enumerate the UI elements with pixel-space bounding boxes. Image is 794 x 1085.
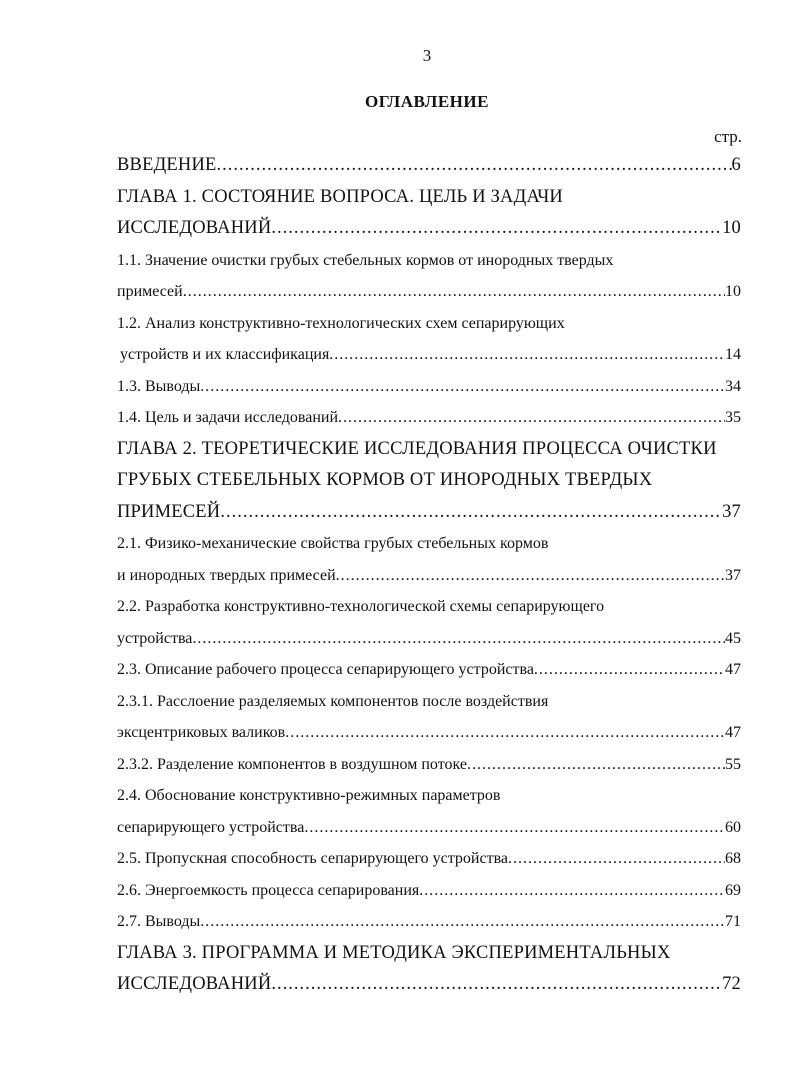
toc-entry-2-2 bbox=[117, 591, 741, 623]
toc-entry-2-5 bbox=[117, 843, 741, 875]
toc-entry-2-6 bbox=[117, 875, 741, 907]
toc-entry-page: 55 bbox=[725, 755, 741, 773]
toc-entry-2-3-1-cont bbox=[117, 717, 741, 749]
toc-entry-page: 69 bbox=[725, 881, 741, 899]
toc-entry-1-2 bbox=[117, 308, 741, 340]
toc-entry-text: 1.3. Выводы bbox=[117, 377, 201, 395]
toc-entry-1-2-cont bbox=[117, 339, 741, 371]
toc-entry-1-1-cont bbox=[117, 276, 741, 308]
dot-leader bbox=[192, 623, 725, 655]
toc-entry-text: 2.5. Пропускная способность сепарирующего устройства bbox=[117, 850, 509, 867]
dot-leader bbox=[338, 402, 725, 434]
toc-entry-chapter-1 bbox=[117, 182, 741, 214]
dot-leader bbox=[220, 497, 722, 529]
dot-leader bbox=[508, 843, 725, 875]
toc-entry-page: 47 bbox=[725, 724, 741, 741]
toc-entry-page: 72 bbox=[722, 974, 741, 994]
toc-entry-text: ГРУБЫХ СТЕБЕЛЬНЫХ КОРМОВ ОТ ИНОРОДНЫХ ТВЕРДЫХ bbox=[117, 470, 653, 490]
toc-entry-page: 14 bbox=[725, 346, 741, 363]
toc-entry-page: 37 bbox=[725, 566, 741, 584]
toc-entry-text: 2.3.1. Расслоение разделяемых компонентов после воздействия bbox=[117, 692, 549, 710]
page-column-label: стр. bbox=[714, 127, 742, 146]
toc-entry-text: 2.6. Энергоемкость процесса сепарирования bbox=[117, 881, 420, 899]
toc-entry-chapter-3-cont bbox=[117, 969, 741, 1001]
toc-entry-page: 68 bbox=[725, 850, 741, 867]
toc-entry-chapter-1-cont bbox=[117, 213, 741, 245]
toc-entry-1-3 bbox=[117, 371, 741, 403]
toc-entry-text: устройства bbox=[117, 629, 193, 647]
toc-entry-page: 34 bbox=[725, 377, 741, 395]
toc-entry-text: 1.4. Цель и задачи исследований bbox=[117, 409, 339, 426]
toc-entry-2-4-cont bbox=[117, 812, 741, 844]
toc-entry-text: 2.3.2. Разделение компонентов в воздушном потоке bbox=[117, 755, 467, 773]
toc-entry-page: 60 bbox=[725, 818, 741, 836]
toc-entry-text: 2.3. Описание рабочего процесса сепарирующего устройства bbox=[117, 661, 534, 678]
toc-entry-text: ИССЛЕДОВАНИЙ bbox=[117, 218, 272, 238]
toc-entry-2-3-1 bbox=[117, 686, 741, 718]
toc-entry-text: ПРИМЕСЕЙ bbox=[117, 501, 221, 522]
toc-entry-page: 47 bbox=[725, 661, 741, 678]
toc-entry-chapter-2-cont bbox=[117, 465, 741, 497]
toc-entry-text: 2.4. Обоснование конструктивно-режимных параметров bbox=[117, 787, 501, 804]
toc-entry-2-7 bbox=[117, 906, 741, 938]
dot-leader bbox=[329, 339, 725, 371]
toc-entry-chapter-3 bbox=[117, 938, 741, 970]
toc-entry-2-3 bbox=[117, 654, 741, 686]
page-number: 3 bbox=[422, 46, 432, 65]
toc-entry-2-2-cont bbox=[117, 623, 741, 655]
toc-entry-page: 35 bbox=[725, 409, 741, 426]
dot-leader bbox=[271, 213, 722, 245]
toc-entry-text: ИССЛЕДОВАНИЙ bbox=[117, 974, 272, 994]
dot-leader bbox=[304, 812, 725, 844]
toc-entry-text: и инородных твердых примесей bbox=[117, 566, 336, 584]
toc-entry-text: примесей bbox=[117, 283, 183, 300]
toc-entry-text: 2.1. Физико-механические свойства грубых стебельных кормов bbox=[117, 535, 549, 552]
page-title: ОГЛАВЛЕНИЕ bbox=[365, 92, 489, 111]
dot-leader bbox=[419, 875, 725, 907]
table-of-contents bbox=[117, 150, 741, 1001]
dot-leader bbox=[200, 906, 725, 938]
toc-entry-page: 10 bbox=[725, 283, 741, 300]
toc-entry-2-1 bbox=[117, 528, 741, 560]
toc-entry-text: 2.7. Выводы bbox=[117, 913, 201, 930]
dot-leader bbox=[183, 276, 725, 308]
toc-entry-page: 37 bbox=[722, 501, 741, 522]
toc-entry-chapter-2-cont2 bbox=[117, 497, 741, 529]
toc-entry-text: ГЛАВА 2. ТЕОРЕТИЧЕСКИЕ ИССЛЕДОВАНИЯ ПРОЦЕССА ОЧИСТКИ bbox=[117, 438, 717, 459]
toc-entry-2-3-2 bbox=[117, 749, 741, 781]
toc-entry-text: ГЛАВА 3. ПРОГРАММА И МЕТОДИКА ЭКСПЕРИМЕНТАЛЬНЫХ bbox=[117, 942, 671, 963]
toc-entry-text: сепарирующего устройства bbox=[117, 818, 305, 836]
toc-entry-text: ГЛАВА 1. СОСТОЯНИЕ ВОПРОСА. ЦЕЛЬ И ЗАДАЧИ bbox=[117, 186, 563, 207]
toc-entry-page: 6 bbox=[731, 155, 741, 175]
dot-leader bbox=[271, 969, 722, 1001]
toc-entry-page: 45 bbox=[725, 629, 741, 647]
dot-leader bbox=[534, 654, 725, 686]
toc-entry-introduction bbox=[117, 150, 741, 182]
dot-leader bbox=[217, 150, 732, 182]
toc-entry-text: эксцентриковых валиков bbox=[117, 724, 286, 741]
dot-leader bbox=[336, 560, 725, 592]
toc-entry-text: 1.2. Анализ конструктивно-технологических схем сепарирующих bbox=[117, 314, 565, 332]
toc-entry-text: 2.2. Разработка конструктивно-технологической схемы сепарирующего bbox=[117, 598, 605, 615]
dot-leader bbox=[285, 717, 725, 749]
toc-entry-text: ВВЕДЕНИЕ bbox=[117, 155, 217, 175]
toc-entry-page: 10 bbox=[722, 218, 741, 238]
dot-leader bbox=[200, 371, 725, 403]
toc-entry-1-4 bbox=[117, 402, 741, 434]
toc-entry-chapter-2 bbox=[117, 434, 741, 466]
toc-entry-2-1-cont bbox=[117, 560, 741, 592]
toc-entry-page: 71 bbox=[725, 913, 741, 930]
dot-leader bbox=[467, 749, 725, 781]
toc-entry-text: 1.1. Значение очистки грубых стебельных кормов от инородных твердых bbox=[117, 251, 614, 269]
toc-entry-1-1 bbox=[117, 245, 741, 277]
toc-entry-text: устройств и их классификация bbox=[120, 346, 330, 363]
toc-entry-2-4 bbox=[117, 780, 741, 812]
